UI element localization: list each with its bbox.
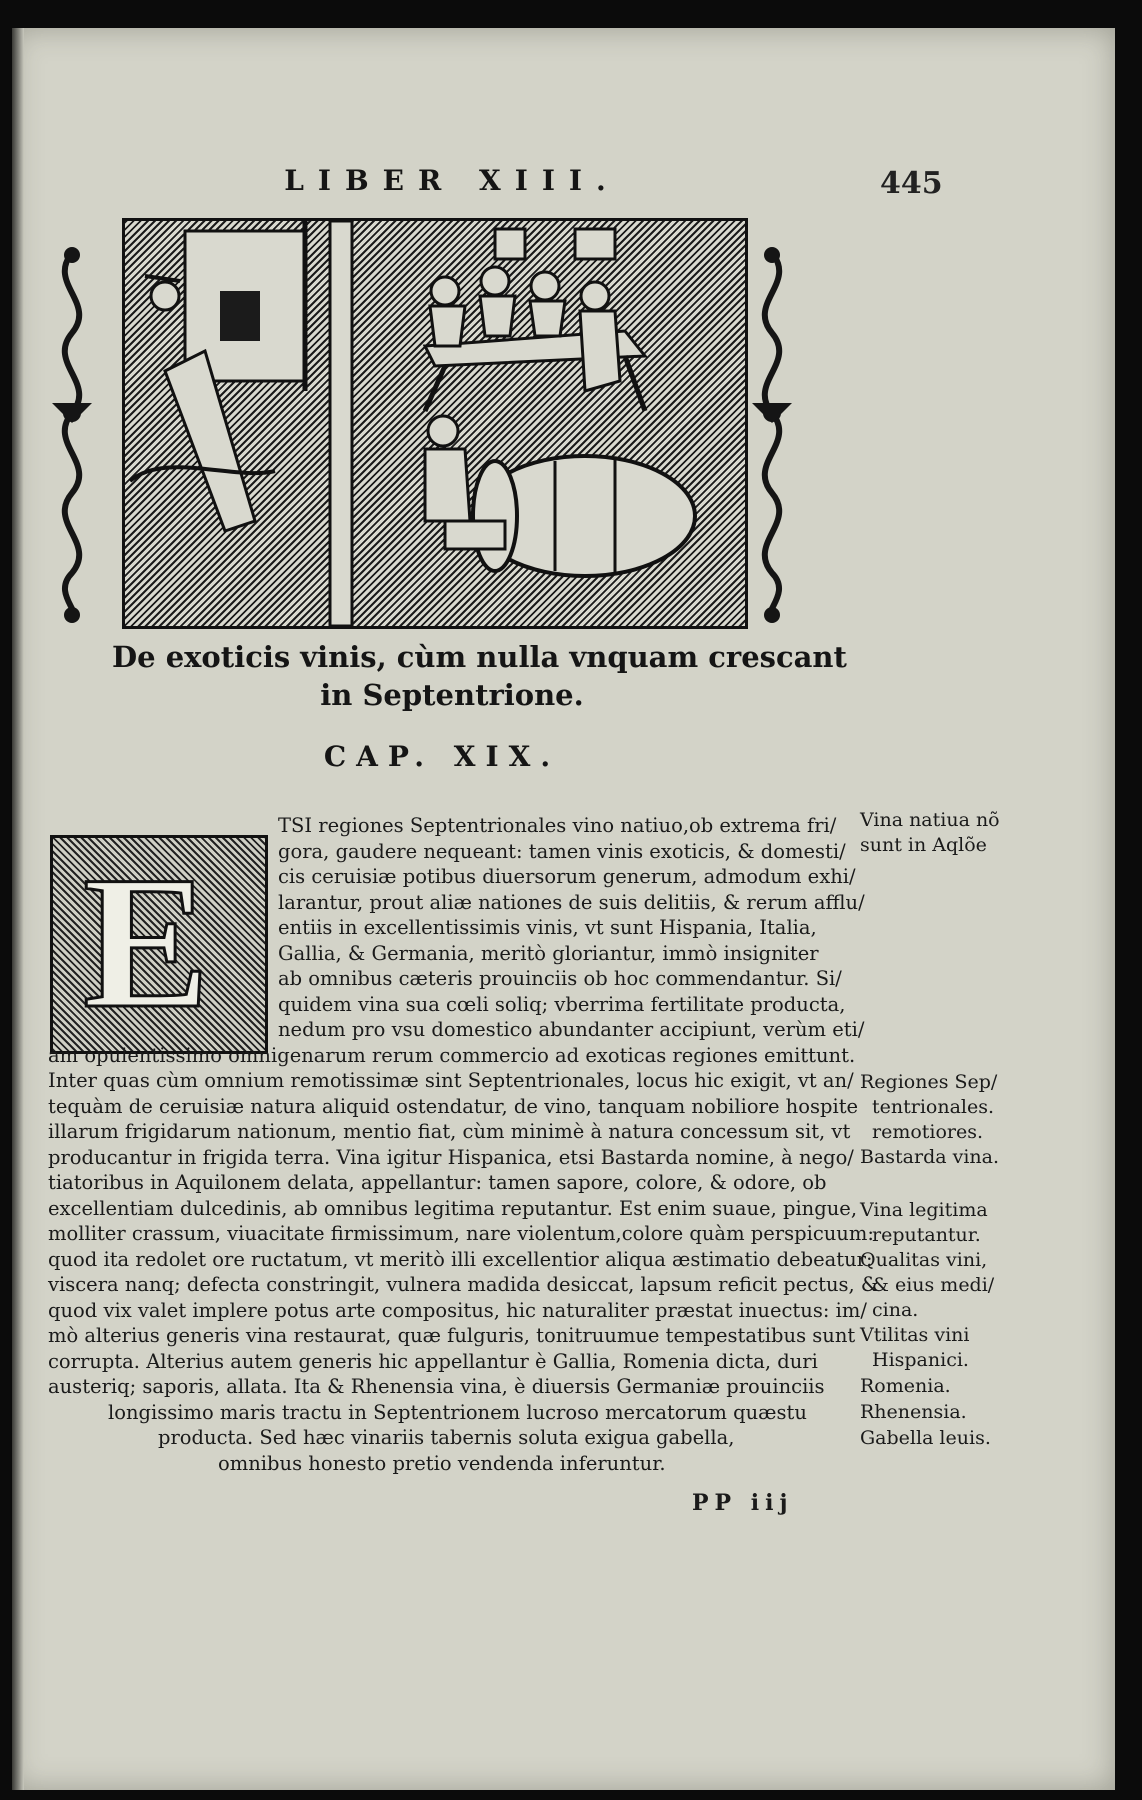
text-line: excellentiam dulcedinis, ab omnibus legitima reputantur. Est enim suaue, pingue,: [48, 1196, 858, 1220]
text-line: longissimo maris tractu in Septentrionem lucroso mercatorum quæstu: [108, 1400, 807, 1424]
chapter-title: [112, 638, 847, 714]
page-number: 445: [880, 166, 943, 201]
text-line: nedum pro vsu domestico abundanter accipiunt, verùm eti/: [278, 1018, 865, 1041]
text-line: quod vix valet implere potus arte compositus, hic naturaliter præstat inuectus: im/: [48, 1298, 867, 1322]
chapter-title-line-1: De exoticis vinis, cùm nulla vnquam crescant: [112, 640, 847, 674]
right-ornament-icon: [742, 243, 802, 623]
margin-note: Gabella leuis.: [860, 1427, 991, 1449]
text-line: omnibus honesto pretio vendenda inferuntur.: [218, 1451, 666, 1475]
book-page: [12, 28, 1115, 1790]
signature-mark: PP iij: [692, 1490, 794, 1516]
text-line: molliter crassum, viuacitate firmissimum, nare violentum,colore quàm perspicuum:: [48, 1222, 874, 1245]
text-line: quod ita redolet ore ructatum, vt meritò illi excellentior aliqua æstimatio debeatur:: [48, 1247, 873, 1271]
text-line: am opulentissimo omnigenarum rerum commercio ad exoticas regiones emittunt.: [48, 1043, 856, 1067]
text-line: entiis in excellentissimis vinis, vt sunt Hispania, Italia,: [278, 916, 817, 939]
chapter-title-line-2: in Septentrione.: [320, 678, 584, 712]
initial-letter: E: [83, 838, 210, 1048]
text-line: quidem vina sua cœli soliq; vberrima fertilitate producta,: [278, 992, 846, 1016]
body-text: [48, 813, 879, 1476]
margin-note: Regiones Sep/: [860, 1071, 998, 1093]
text-line: producantur in frigida terra. Vina igitur Hispanica, etsi Bastarda nomine, à nego/: [48, 1145, 854, 1169]
margin-note: Vina natiua nõ: [860, 809, 1000, 831]
margin-note: & eius medi/: [872, 1274, 995, 1296]
margin-note: sunt in Aqlõe: [860, 834, 987, 856]
text-line: gora, gaudere nequeant: tamen vinis exoticis, & domesti/: [278, 839, 846, 863]
left-ornament-icon: [42, 243, 102, 623]
text-line: austeriq; saporis, allata. Ita & Rhenensia vina, è diuersis Germaniæ prouinciis: [48, 1375, 825, 1398]
text-line: corrupta. Alterius autem generis hic appellantur è Gallia, Romenia dicta, duri: [48, 1349, 818, 1373]
running-title: LIBER XIII.: [284, 164, 620, 197]
margin-note: cina.: [872, 1299, 919, 1321]
text-line: tequàm de ceruisiæ natura aliquid ostendatur, de vino, tanquam nobiliore hospite: [48, 1094, 859, 1118]
text-line: Inter quas cùm omnium remotissimæ sint Septentrionales, locus hic exigit, vt an/: [48, 1069, 854, 1092]
margin-note: reputantur.: [872, 1224, 981, 1246]
margin-note: Rhenensia.: [860, 1401, 967, 1423]
margin-note: tentrionales.: [872, 1096, 995, 1118]
page-spine: [12, 28, 24, 1790]
margin-note: Qualitas vini,: [860, 1249, 988, 1271]
text-line: TSI regiones Septentrionales vino natiuo,ob extrema fri/: [278, 814, 837, 837]
margin-note: remotiores.: [872, 1121, 984, 1143]
chapter-number: CAP. XIX.: [323, 740, 561, 773]
woodcut-illustration: [122, 218, 748, 629]
woodcut-tavern-icon: [125, 221, 745, 626]
margin-note: Bastarda vina.: [860, 1146, 1000, 1168]
text-line: illarum frigidarum nationum, mentio fiat, cùm minimè à natura concessum sit, vt: [48, 1120, 851, 1143]
text-line: mò alterius generis vina restaurat, quæ fulguris, tonitruumue tempestatibus sunt: [48, 1324, 856, 1347]
text-line: cis ceruisiæ potibus diuersorum generum, admodum exhi/: [278, 865, 856, 888]
text-line: producta. Sed hæc vinariis tabernis soluta exigua gabella,: [158, 1426, 735, 1449]
text-line: Gallia, & Germania, meritò gloriantur, immò insigniter: [278, 941, 819, 965]
text-line: viscera nanq; defecta constringit, vulnera madida desiccat, lapsum reficit pectus, &: [48, 1273, 879, 1296]
margin-note: Hispanici.: [872, 1349, 969, 1371]
margin-note: Romenia.: [860, 1375, 951, 1397]
text-line: tiatoribus in Aquilonem delata, appellantur: tamen sapore, colore, & odore, ob: [48, 1171, 827, 1194]
margin-note: Vtilitas vini: [860, 1324, 970, 1346]
text-line: ab omnibus cæteris prouinciis ob hoc commendantur. Si/: [278, 967, 842, 990]
text-line: larantur, prout aliæ nationes de suis delitiis, & rerum afflu/: [278, 890, 865, 914]
margin-note: Vina legitima: [860, 1199, 988, 1221]
